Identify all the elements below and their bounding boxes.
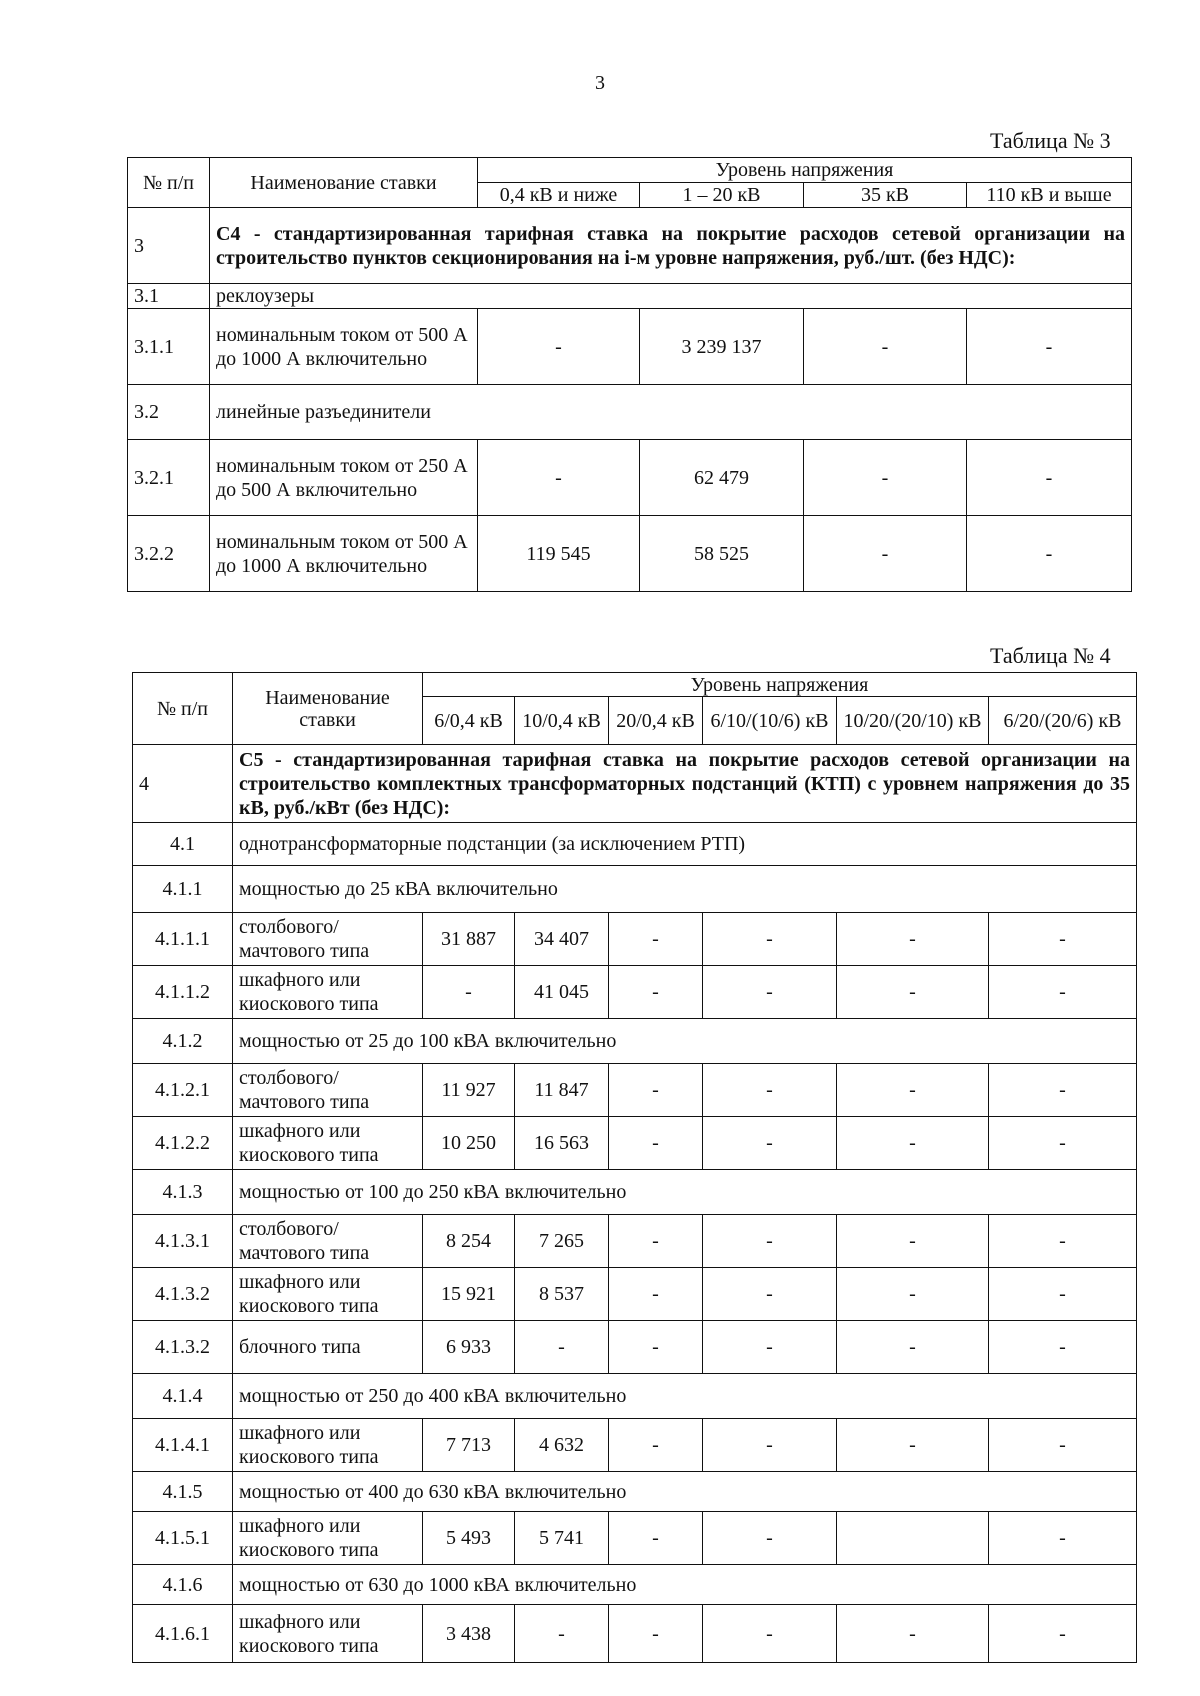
value-cell: - <box>967 309 1132 385</box>
value-cell: - <box>703 1117 837 1170</box>
value-cell: 58 525 <box>640 516 804 592</box>
value-cell: - <box>703 1605 837 1663</box>
value-cell: - <box>989 1215 1137 1268</box>
table-4-caption: Таблица № 4 <box>990 643 1111 668</box>
value-cell: - <box>989 1268 1137 1321</box>
row-number: 4.1.3.1 <box>133 1215 233 1268</box>
table-row <box>128 440 1132 516</box>
value-cell: 8 254 <box>423 1215 515 1268</box>
row-number: 4.1 <box>133 823 233 866</box>
value-cell: - <box>478 309 640 385</box>
value-cell: 7 265 <box>515 1215 609 1268</box>
row-number: 4.1.3.2 <box>133 1268 233 1321</box>
row-name: шкафного или киоскового типа <box>233 1268 423 1321</box>
row-name: шкафного или киоскового типа <box>233 1512 423 1565</box>
value-cell: - <box>515 1605 609 1663</box>
row-number: 4.1.1 <box>133 866 233 913</box>
row-number: 3.1 <box>128 284 210 309</box>
table-row <box>133 1019 1137 1064</box>
value-cell: - <box>609 1268 703 1321</box>
group-heading: мощностью до 25 кВА включительно <box>233 866 1137 913</box>
table-row <box>133 913 1137 966</box>
table-3 <box>127 157 1132 592</box>
value-cell: 31 887 <box>423 913 515 966</box>
value-cell: - <box>703 1419 837 1472</box>
table-row <box>133 1374 1137 1419</box>
group-heading: мощностью от 400 до 630 кВА включительно <box>233 1472 1137 1512</box>
t4-head-level: Уровень напряжения <box>423 673 1137 697</box>
value-cell: - <box>609 1321 703 1374</box>
value-cell: 11 927 <box>423 1064 515 1117</box>
table-row <box>128 516 1132 592</box>
value-cell: - <box>837 1268 989 1321</box>
t3-head-col: 110 кВ и выше <box>967 183 1132 208</box>
value-cell: 11 847 <box>515 1064 609 1117</box>
value-cell: 15 921 <box>423 1268 515 1321</box>
table-row <box>133 1472 1137 1512</box>
group-heading: мощностью от 100 до 250 кВА включительно <box>233 1170 1137 1215</box>
value-cell: 5 493 <box>423 1512 515 1565</box>
row-number: 4.1.2.1 <box>133 1064 233 1117</box>
row-number: 4.1.4 <box>133 1374 233 1419</box>
value-cell <box>837 1512 989 1565</box>
row-number: 3.2.1 <box>128 440 210 516</box>
value-cell: - <box>967 440 1132 516</box>
row-number: 4.1.5 <box>133 1472 233 1512</box>
value-cell: - <box>609 1215 703 1268</box>
value-cell: - <box>609 1117 703 1170</box>
row-name: столбового/ мачтового типа <box>233 1064 423 1117</box>
group-heading: однотрансформаторные подстанции (за исключением РТП) <box>233 823 1137 866</box>
table-3-caption: Таблица № 3 <box>990 128 1111 153</box>
group-heading: мощностью от 25 до 100 кВА включительно <box>233 1019 1137 1064</box>
value-cell: - <box>609 1419 703 1472</box>
table-row <box>128 385 1132 440</box>
group-heading: мощностью от 630 до 1000 кВА включительно <box>233 1565 1137 1605</box>
row-number: 3.2 <box>128 385 210 440</box>
section-heading: С5 - стандартизированная тарифная ставка на покрытие расходов сетевой организации на строительство комплектных трансформаторных подстанций (КТП) с уровнем напряжения до 35 кВ, руб./кВт (без НДС): <box>233 745 1137 823</box>
value-cell: - <box>989 1117 1137 1170</box>
row-name: шкафного или киоскового типа <box>233 1419 423 1472</box>
row-number: 4.1.4.1 <box>133 1419 233 1472</box>
table-row <box>133 1064 1137 1117</box>
table-row <box>128 208 1132 284</box>
t3-head-col: 35 кВ <box>804 183 967 208</box>
value-cell: 4 632 <box>515 1419 609 1472</box>
group-heading: линейные разъединители <box>210 385 1132 440</box>
row-name: шкафного или киоскового типа <box>233 1605 423 1663</box>
row-name: шкафного или киоскового типа <box>233 1117 423 1170</box>
value-cell: 16 563 <box>515 1117 609 1170</box>
value-cell: 8 537 <box>515 1268 609 1321</box>
row-number: 3 <box>128 208 210 284</box>
value-cell: - <box>837 1215 989 1268</box>
table-4 <box>132 672 1137 1663</box>
row-number: 3.2.2 <box>128 516 210 592</box>
value-cell: - <box>515 1321 609 1374</box>
table-row <box>133 1117 1137 1170</box>
value-cell: - <box>989 1321 1137 1374</box>
row-number: 4.1.3.2 <box>133 1321 233 1374</box>
value-cell: - <box>423 966 515 1019</box>
row-name: номинальным током от 500 А до 1000 А включительно <box>210 309 478 385</box>
value-cell: - <box>989 1512 1137 1565</box>
value-cell: - <box>609 913 703 966</box>
t3-head-col: 0,4 кВ и ниже <box>478 183 640 208</box>
t4-head-col: 6/0,4 кВ <box>423 697 515 745</box>
t4-head-col: 10/20/(20/10) кВ <box>837 697 989 745</box>
page-number: 3 <box>595 72 605 94</box>
row-name: блочного типа <box>233 1321 423 1374</box>
value-cell: - <box>837 966 989 1019</box>
table-row <box>128 309 1132 385</box>
t4-head-num: № п/п <box>133 673 233 745</box>
row-number: 4.1.1.2 <box>133 966 233 1019</box>
row-number: 4.1.3 <box>133 1170 233 1215</box>
t3-head-level: Уровень напряжения <box>478 158 1132 183</box>
table-4-body <box>133 823 1137 1663</box>
value-cell: - <box>804 309 967 385</box>
table-row <box>133 745 1137 823</box>
row-name: шкафного или киоскового типа <box>233 966 423 1019</box>
value-cell: - <box>609 966 703 1019</box>
row-number: 4.1.5.1 <box>133 1512 233 1565</box>
table-row <box>133 1419 1137 1472</box>
value-cell: - <box>837 1117 989 1170</box>
t3-head-col: 1 – 20 кВ <box>640 183 804 208</box>
table-row <box>133 866 1137 913</box>
value-cell: 6 933 <box>423 1321 515 1374</box>
value-cell: - <box>609 1064 703 1117</box>
value-cell: - <box>804 516 967 592</box>
t4-head-col: 6/10/(10/6) кВ <box>703 697 837 745</box>
row-number: 4.1.6.1 <box>133 1605 233 1663</box>
row-name: столбового/ мачтового типа <box>233 913 423 966</box>
t4-head-name: Наименование ставки <box>233 673 423 745</box>
row-name: номинальным током от 500 А до 1000 А включительно <box>210 516 478 592</box>
table-row <box>133 1605 1137 1663</box>
value-cell: - <box>837 1605 989 1663</box>
value-cell: - <box>804 440 967 516</box>
value-cell: - <box>703 913 837 966</box>
row-name: столбового/ мачтового типа <box>233 1215 423 1268</box>
value-cell: - <box>989 1605 1137 1663</box>
value-cell: - <box>609 1605 703 1663</box>
value-cell: 41 045 <box>515 966 609 1019</box>
value-cell: 10 250 <box>423 1117 515 1170</box>
value-cell: - <box>609 1512 703 1565</box>
value-cell: - <box>989 966 1137 1019</box>
value-cell: - <box>703 1064 837 1117</box>
value-cell: - <box>837 1064 989 1117</box>
row-number: 4.1.6 <box>133 1565 233 1605</box>
row-number: 4 <box>133 745 233 823</box>
table-row <box>133 823 1137 866</box>
value-cell: - <box>837 1419 989 1472</box>
table-row <box>133 1565 1137 1605</box>
group-heading: реклоузеры <box>210 284 1132 309</box>
row-number: 3.1.1 <box>128 309 210 385</box>
t4-head-col: 10/0,4 кВ <box>515 697 609 745</box>
value-cell: 5 741 <box>515 1512 609 1565</box>
value-cell: 7 713 <box>423 1419 515 1472</box>
row-number: 4.1.2.2 <box>133 1117 233 1170</box>
value-cell: - <box>478 440 640 516</box>
group-heading: мощностью от 250 до 400 кВА включительно <box>233 1374 1137 1419</box>
value-cell: - <box>989 1064 1137 1117</box>
table-row <box>128 284 1132 309</box>
value-cell: - <box>703 1215 837 1268</box>
value-cell: - <box>989 913 1137 966</box>
value-cell: - <box>989 1419 1137 1472</box>
row-number: 4.1.1.1 <box>133 913 233 966</box>
table-row <box>133 966 1137 1019</box>
t3-head-num: № п/п <box>128 158 210 208</box>
value-cell: - <box>703 1268 837 1321</box>
table-row <box>133 1170 1137 1215</box>
value-cell: - <box>967 516 1132 592</box>
t4-head-col: 6/20/(20/6) кВ <box>989 697 1137 745</box>
section-heading: С4 - стандартизированная тарифная ставка на покрытие расходов сетевой организации на строительство пунктов секционирования на i-м уровне напряжения, руб./шт. (без НДС): <box>210 208 1132 284</box>
row-name: номинальным током от 250 А до 500 А включительно <box>210 440 478 516</box>
value-cell: - <box>837 913 989 966</box>
value-cell: - <box>703 1321 837 1374</box>
row-number: 4.1.2 <box>133 1019 233 1064</box>
value-cell: - <box>703 1512 837 1565</box>
t4-head-col: 20/0,4 кВ <box>609 697 703 745</box>
value-cell: 34 407 <box>515 913 609 966</box>
value-cell: - <box>837 1321 989 1374</box>
table-row <box>133 1321 1137 1374</box>
value-cell: 3 239 137 <box>640 309 804 385</box>
table-row <box>133 1512 1137 1565</box>
t3-head-name: Наименование ставки <box>210 158 478 208</box>
value-cell: - <box>703 966 837 1019</box>
value-cell: 62 479 <box>640 440 804 516</box>
value-cell: 3 438 <box>423 1605 515 1663</box>
table-row <box>133 1215 1137 1268</box>
table-row <box>133 1268 1137 1321</box>
value-cell: 119 545 <box>478 516 640 592</box>
